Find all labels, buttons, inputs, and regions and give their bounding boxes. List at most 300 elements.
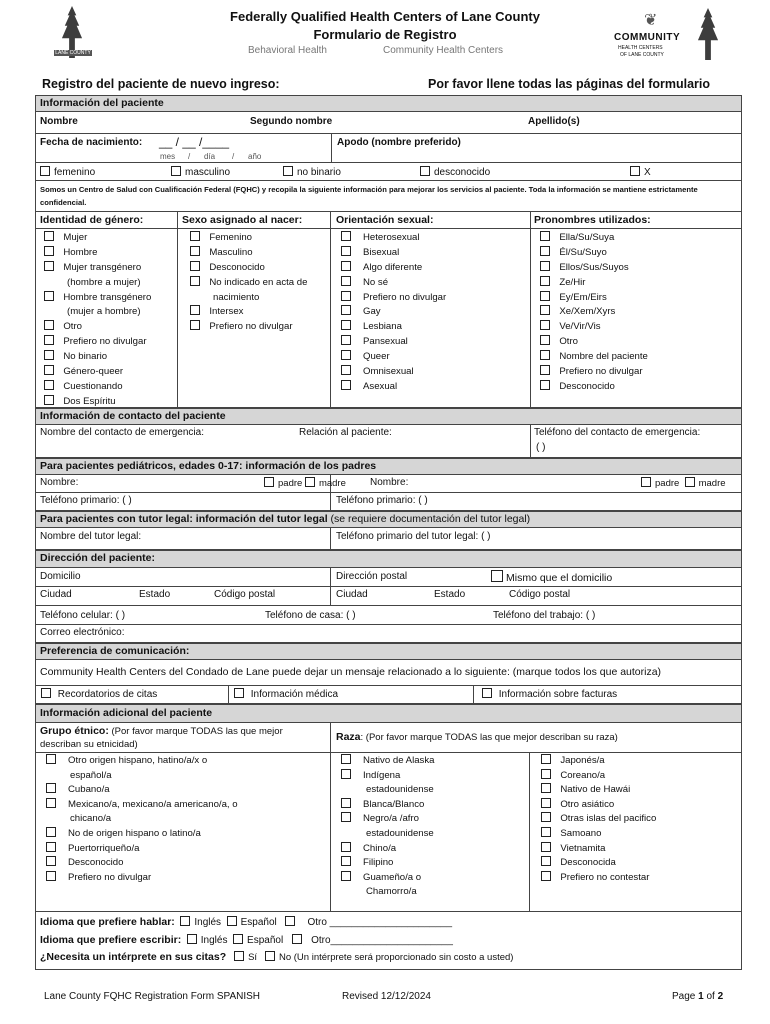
checkbox-icon [540, 291, 550, 301]
option-label: Otro [559, 336, 579, 348]
option-label: Ellos/Sus/Suyos [559, 261, 629, 273]
checkbox-icon [540, 231, 550, 241]
write-ingles-checkbox[interactable] [187, 935, 228, 946]
checkbox-icon [540, 320, 550, 330]
gender-list [44, 231, 151, 410]
option-label: Filipino [363, 857, 394, 869]
divider [36, 492, 741, 493]
option-label: Cubano/a [68, 784, 110, 796]
option-label: Queer [363, 351, 390, 363]
checkbox-icon [190, 276, 200, 286]
lane-county-logo-right [690, 8, 726, 62]
divider [330, 568, 331, 605]
option-label: Hombre transgénero [63, 291, 152, 303]
pronouns-list [540, 231, 648, 395]
option-label: Vietnamita [560, 842, 606, 854]
checkbox-icon [341, 320, 351, 330]
list-item[interactable] [540, 320, 648, 335]
sex-option-masculino[interactable] [171, 166, 230, 178]
list-item[interactable] [540, 261, 648, 276]
list-item[interactable] [341, 291, 446, 306]
year-label: año [248, 152, 262, 161]
first-name-label: Nombre [40, 116, 78, 127]
divider [330, 212, 331, 407]
option-label: Samoano [560, 827, 602, 839]
email-row [35, 625, 742, 643]
speak-ingles-checkbox[interactable] [180, 917, 221, 928]
option-label: Recordatorios de citas [57, 689, 158, 700]
checkbox-icon [41, 688, 51, 698]
guardian-row [35, 528, 742, 550]
option-label: Ze/Hir [559, 276, 586, 288]
checkbox-icon [46, 842, 56, 852]
sex-at-birth-list [190, 231, 307, 335]
option-label: Algo diferente [363, 261, 423, 273]
option-label: Coreano/a [560, 769, 606, 781]
checkbox-icon [685, 477, 695, 487]
otro-speak-label: Otro ______________________ [307, 917, 453, 928]
list-item[interactable] [341, 320, 446, 335]
list-item[interactable] [44, 291, 151, 306]
write-espanol-checkbox[interactable] [233, 935, 283, 946]
checkbox-icon [46, 856, 56, 866]
option-label: Chino/a [363, 842, 397, 854]
list-item[interactable] [541, 812, 656, 827]
checkbox-icon [283, 166, 293, 176]
checkbox-icon [540, 350, 550, 360]
list-item[interactable] [190, 276, 307, 291]
list-item [46, 769, 238, 784]
tree-icon-right [690, 8, 726, 60]
checkbox-icon [44, 320, 54, 330]
list-item[interactable] [540, 305, 648, 320]
option-label: Cuestionando [63, 380, 123, 392]
footer-form-name: Lane County FQHC Registration Form SPANISH [44, 991, 261, 1002]
race-list-1 [341, 754, 434, 900]
checkbox-icon [341, 246, 351, 256]
sex-option-no-binario[interactable] [283, 166, 341, 178]
ingles-label: Inglés [194, 917, 222, 928]
list-item[interactable] [44, 320, 151, 335]
madre-label: madre [318, 478, 346, 489]
checkbox-icon [541, 812, 551, 822]
checkbox-icon [187, 934, 197, 944]
list-item[interactable] [341, 305, 446, 320]
divider [36, 752, 741, 753]
mail-zip-label[interactable]: Código postal [509, 589, 571, 600]
mailing-address-label[interactable]: Dirección postal [336, 571, 408, 582]
interpreter-no-checkbox[interactable] [265, 952, 513, 963]
option-label: Desconocido [68, 857, 124, 869]
confidential-notice: Somos un Centro de Salud con Cualificación Federal (FQHC) y recopila la siguiente información para mejorar los servicios al paciente. Toda la información se mantiene estrictamente confidencial. [40, 185, 698, 207]
list-item[interactable] [44, 261, 151, 276]
list-item[interactable] [541, 871, 656, 886]
fill-all-pages-note: Por favor llene todas las páginas del formulario [428, 77, 711, 91]
checkbox-icon [341, 261, 351, 271]
address-rows [35, 567, 742, 625]
divider [529, 752, 530, 911]
list-item[interactable] [46, 798, 238, 813]
language-section [35, 912, 742, 970]
guardian-phone-label[interactable]: Teléfono primario del tutor legal: ( ) [336, 531, 491, 542]
option-label: Bisexual [363, 246, 400, 258]
sex-option-femenino[interactable] [40, 166, 95, 178]
list-item[interactable] [341, 261, 446, 276]
checkbox-icon [420, 166, 430, 176]
additional-info-header: Información adicional del paciente [35, 704, 742, 723]
ethnicity-note: (Por favor marque TODAS las que mejor describan su etnicidad) [40, 726, 283, 750]
option-label: Ey/Em/Eirs [559, 291, 607, 303]
list-item[interactable] [341, 754, 434, 769]
emergency-phone-label[interactable]: Teléfono del contacto de emergencia: [534, 427, 701, 438]
mail-city-label[interactable]: Ciudad [336, 589, 368, 600]
communication-header: Preferencia de comunicación: [35, 643, 742, 660]
option-label: Prefiero no divulgar [63, 336, 147, 348]
speak-espanol-checkbox[interactable] [227, 917, 277, 928]
zip-label[interactable]: Código postal [214, 589, 276, 600]
parent2-relation[interactable] [641, 477, 726, 489]
list-item[interactable] [341, 871, 434, 886]
interpreter-yes-checkbox[interactable] [234, 952, 257, 963]
parent2-phone-label[interactable]: Teléfono primario: ( ) [336, 495, 428, 506]
list-item[interactable] [540, 246, 648, 261]
last-name-label: Apellido(s) [528, 116, 580, 127]
checkbox-icon [265, 951, 275, 961]
list-item[interactable] [190, 231, 307, 246]
option-label: Prefiero no divulgar [68, 871, 152, 883]
option-label: Otro asiático [560, 798, 615, 810]
list-item [44, 276, 151, 291]
option-label: chicano/a [70, 813, 112, 825]
checkbox-icon [190, 246, 200, 256]
option-label: Puertorriqueño/a [68, 842, 140, 854]
billing-info-checkbox[interactable] [482, 688, 617, 700]
state-label[interactable]: Estado [139, 589, 171, 600]
checkbox-icon [540, 305, 550, 315]
same-as-home-label: Mismo que el domicilio [506, 572, 613, 584]
appointment-reminders-checkbox[interactable] [41, 688, 157, 700]
list-item[interactable] [540, 365, 648, 380]
list-item[interactable] [341, 812, 434, 827]
option-label: Prefiero no divulgar [559, 366, 643, 378]
emergency-name-label[interactable]: Nombre del contacto de emergencia: [40, 427, 204, 438]
list-item[interactable] [44, 231, 151, 246]
chc-label: Community Health Centers [383, 45, 504, 56]
checkbox-icon [190, 305, 200, 315]
padre-label: padre [278, 478, 303, 489]
checkbox-icon [540, 335, 550, 345]
logo-right-sub2: OF LANE COUNTY [620, 52, 664, 58]
list-item [190, 291, 307, 306]
parent1-relation[interactable] [264, 477, 346, 489]
month-label: mes [160, 152, 176, 161]
list-item[interactable] [190, 305, 307, 320]
checkbox-icon [180, 916, 190, 926]
list-item[interactable] [541, 827, 656, 842]
sex-option-x[interactable] [630, 166, 651, 178]
divider [36, 605, 741, 606]
footer-page [672, 991, 723, 1002]
race-list-2 [541, 754, 656, 885]
checkbox-icon [171, 166, 181, 176]
emergency-contact-row [35, 425, 742, 458]
list-item[interactable] [44, 335, 151, 350]
speak-language-row [40, 916, 452, 928]
checkbox-icon [630, 166, 640, 176]
checkbox-icon [46, 871, 56, 881]
list-item[interactable] [541, 783, 656, 798]
option-label: Información sobre facturas [498, 689, 618, 700]
option-label: Ella/Su/Suya [559, 232, 615, 243]
date-slash-2: / [232, 152, 235, 161]
checkbox-icon [341, 380, 351, 390]
list-item[interactable] [341, 380, 446, 395]
parent1-phone-label[interactable]: Teléfono primario: ( ) [40, 495, 132, 506]
list-item[interactable] [44, 350, 151, 365]
list-item[interactable] [44, 365, 151, 380]
si-label: Sí [248, 952, 258, 963]
checkbox-icon [341, 769, 351, 779]
same-as-home-checkbox[interactable] [491, 570, 612, 584]
sex-option-label: femenino [54, 167, 96, 178]
option-label: Prefiero no divulgar [209, 321, 293, 333]
checkbox-icon [641, 477, 651, 487]
checkbox-icon [40, 166, 50, 176]
divider [331, 134, 332, 162]
mail-state-label[interactable]: Estado [434, 589, 466, 600]
option-label: No indicado en acta de [209, 276, 308, 288]
padre-label: padre [655, 478, 680, 489]
option-label: (hombre a mujer) [67, 276, 141, 288]
divider [330, 528, 331, 549]
emergency-phone-paren: ( ) [536, 442, 546, 453]
list-item[interactable] [341, 335, 446, 350]
pediatric-rows [35, 475, 742, 511]
notice-row [35, 181, 742, 212]
option-label: Dos Espíritu [63, 395, 116, 407]
checkbox-icon [341, 871, 351, 881]
checkbox-icon [341, 842, 351, 852]
write-language-row [40, 934, 453, 946]
checkbox-icon [341, 276, 351, 286]
list-item[interactable] [541, 856, 656, 871]
option-label: Nombre del paciente [559, 351, 648, 363]
list-item[interactable] [540, 380, 648, 395]
list-item[interactable] [540, 335, 648, 350]
page-label: Page [672, 991, 699, 1002]
list-item[interactable] [341, 798, 434, 813]
name-row [35, 112, 742, 134]
home-phone-label[interactable]: Teléfono de casa: ( ) [265, 610, 356, 621]
list-item[interactable] [44, 380, 151, 395]
list-item[interactable] [541, 798, 656, 813]
speak-otro-checkbox[interactable] [285, 917, 452, 928]
parent2-name-label[interactable]: Nombre: [370, 477, 409, 488]
checkbox-icon [190, 231, 200, 241]
option-label: Género-queer [63, 366, 124, 378]
sex-option-label: desconocido [434, 167, 491, 178]
ethnicity-title-text: Grupo étnico: [40, 725, 109, 737]
option-label: Masculino [209, 246, 253, 258]
comm-options-row [35, 686, 742, 704]
option-label: Otro [63, 321, 83, 333]
espanol-label: Español [240, 917, 277, 928]
interpreter-question: ¿Necesita un intérprete en sus citas? [40, 951, 227, 963]
list-item[interactable] [341, 769, 434, 784]
list-item[interactable] [541, 842, 656, 857]
list-item[interactable] [540, 291, 648, 306]
option-label: Heterosexual [363, 232, 420, 243]
list-item[interactable] [341, 842, 434, 857]
option-label: Guameño/a o [363, 871, 422, 883]
list-item[interactable] [46, 827, 238, 842]
list-item[interactable] [541, 769, 656, 784]
list-item[interactable] [341, 246, 446, 261]
race-title [336, 731, 618, 743]
cell-phone-label[interactable]: Teléfono celular: ( ) [40, 610, 126, 621]
list-item[interactable] [46, 856, 238, 871]
checkbox-icon [44, 231, 54, 241]
option-label: Otras islas del pacifico [560, 813, 657, 825]
identity-section [35, 212, 742, 408]
dob-input[interactable]: __ / __ /____ [159, 135, 230, 149]
guardian-name-label[interactable]: Nombre del tutor legal: [40, 531, 142, 542]
option-label: Lesbiana [363, 321, 402, 333]
parent1-name-label[interactable]: Nombre: [40, 477, 79, 488]
list-item[interactable] [540, 276, 648, 291]
comm-text-row [35, 660, 742, 686]
list-item[interactable] [46, 754, 238, 769]
list-item[interactable] [341, 350, 446, 365]
list-item[interactable] [341, 856, 434, 871]
checkbox-icon [233, 934, 243, 944]
otro-write-label: Otro______________________ [311, 935, 453, 946]
email-label[interactable]: Correo electrónico: [40, 627, 125, 638]
orientation-list [341, 231, 446, 395]
list-item[interactable] [46, 842, 238, 857]
page-number: 1 [698, 991, 704, 1002]
list-item[interactable] [190, 320, 307, 335]
checkbox-icon [341, 231, 351, 241]
checkbox-icon [46, 754, 56, 764]
option-label: Desconocido [209, 261, 265, 273]
day-label: día [204, 152, 216, 161]
list-item[interactable] [46, 783, 238, 798]
divider [36, 228, 741, 229]
list-item [341, 885, 434, 900]
checkbox-icon [44, 380, 54, 390]
checkbox-icon [341, 365, 351, 375]
checkbox-icon [46, 783, 56, 793]
city-label[interactable]: Ciudad [40, 589, 72, 600]
date-slash-1: / [188, 152, 191, 161]
new-patient-title: Registro del paciente de nuevo ingreso: [42, 77, 280, 91]
checkbox-icon [44, 291, 54, 301]
list-item[interactable] [540, 350, 648, 365]
checkbox-icon [44, 335, 54, 345]
work-phone-label[interactable]: Teléfono del trabajo: ( ) [493, 610, 596, 621]
divider [228, 686, 229, 703]
write-otro-checkbox[interactable] [292, 935, 453, 946]
checkbox-icon [482, 688, 492, 698]
checkbox-icon [190, 261, 200, 271]
list-item[interactable] [541, 754, 656, 769]
sexual-orientation-title: Orientación sexual: [336, 214, 434, 226]
interpreter-row [40, 951, 513, 963]
write-language-label: Idioma que prefiere escribir: [40, 934, 182, 946]
list-item[interactable] [341, 231, 446, 246]
list-item [341, 783, 434, 798]
pronouns-title: Pronombres utilizados: [534, 214, 651, 226]
guardian-header-note: (se requiere documentación del tutor legal) [327, 513, 531, 525]
option-label: Omnisexual [363, 366, 414, 378]
contact-header: Información de contacto del paciente [35, 408, 742, 425]
checkbox-icon [285, 916, 295, 926]
checkbox-icon [341, 754, 351, 764]
checkbox-icon [44, 350, 54, 360]
option-label: Nativo de Alaska [363, 755, 435, 766]
checkbox-icon [540, 246, 550, 256]
speak-language-label: Idioma que prefiere hablar: [40, 916, 175, 928]
ethnicity-list [46, 754, 238, 885]
checkbox-icon [541, 871, 551, 881]
middle-name-label: Segundo nombre [250, 116, 333, 127]
list-item [46, 812, 238, 827]
option-label: Asexual [363, 380, 398, 392]
list-item[interactable] [540, 231, 648, 246]
checkbox-icon [341, 798, 351, 808]
list-item[interactable] [190, 261, 307, 276]
medical-info-checkbox[interactable] [234, 688, 338, 700]
list-item[interactable] [190, 246, 307, 261]
leaf-icon: ❦ [644, 12, 658, 29]
divider [36, 586, 741, 587]
of-label: of [703, 991, 718, 1002]
list-item[interactable] [46, 871, 238, 886]
list-item[interactable] [44, 246, 151, 261]
checkbox-icon [491, 570, 503, 582]
home-address-label[interactable]: Domicilio [40, 571, 81, 582]
no-label: No (Un intérprete será proporcionado sin costo a usted) [278, 952, 514, 963]
list-item [44, 305, 151, 320]
patient-info-header: Información del paciente [35, 95, 742, 112]
checkbox-icon [44, 246, 54, 256]
address-header: Dirección del paciente: [35, 550, 742, 567]
relation-label[interactable]: Relación al paciente: [299, 427, 392, 438]
divider [473, 686, 474, 703]
option-label: Hombre [63, 246, 98, 258]
list-item[interactable] [341, 276, 446, 291]
checkbox-icon [541, 856, 551, 866]
checkbox-icon [234, 951, 244, 961]
checkbox-icon [541, 769, 551, 779]
footer-revised: Revised 12/12/2024 [342, 991, 431, 1002]
checkbox-icon [341, 350, 351, 360]
option-label: No binario [63, 351, 108, 363]
sex-option-label: masculino [185, 167, 231, 178]
list-item[interactable] [341, 365, 446, 380]
checkbox-icon [227, 916, 237, 926]
guardian-header-text: Para pacientes con tutor legal: información del tutor legal [40, 513, 328, 525]
madre-label: madre [698, 478, 726, 489]
sex-option-desconocido[interactable] [420, 166, 490, 178]
checkbox-icon [541, 783, 551, 793]
logo-right-text: COMMUNITY [614, 32, 681, 43]
option-label: Negro/a /afro [363, 813, 419, 825]
gender-identity-title: Identidad de género: [40, 214, 144, 226]
option-label: Él/Su/Suyo [559, 246, 607, 258]
checkbox-icon [341, 305, 351, 315]
